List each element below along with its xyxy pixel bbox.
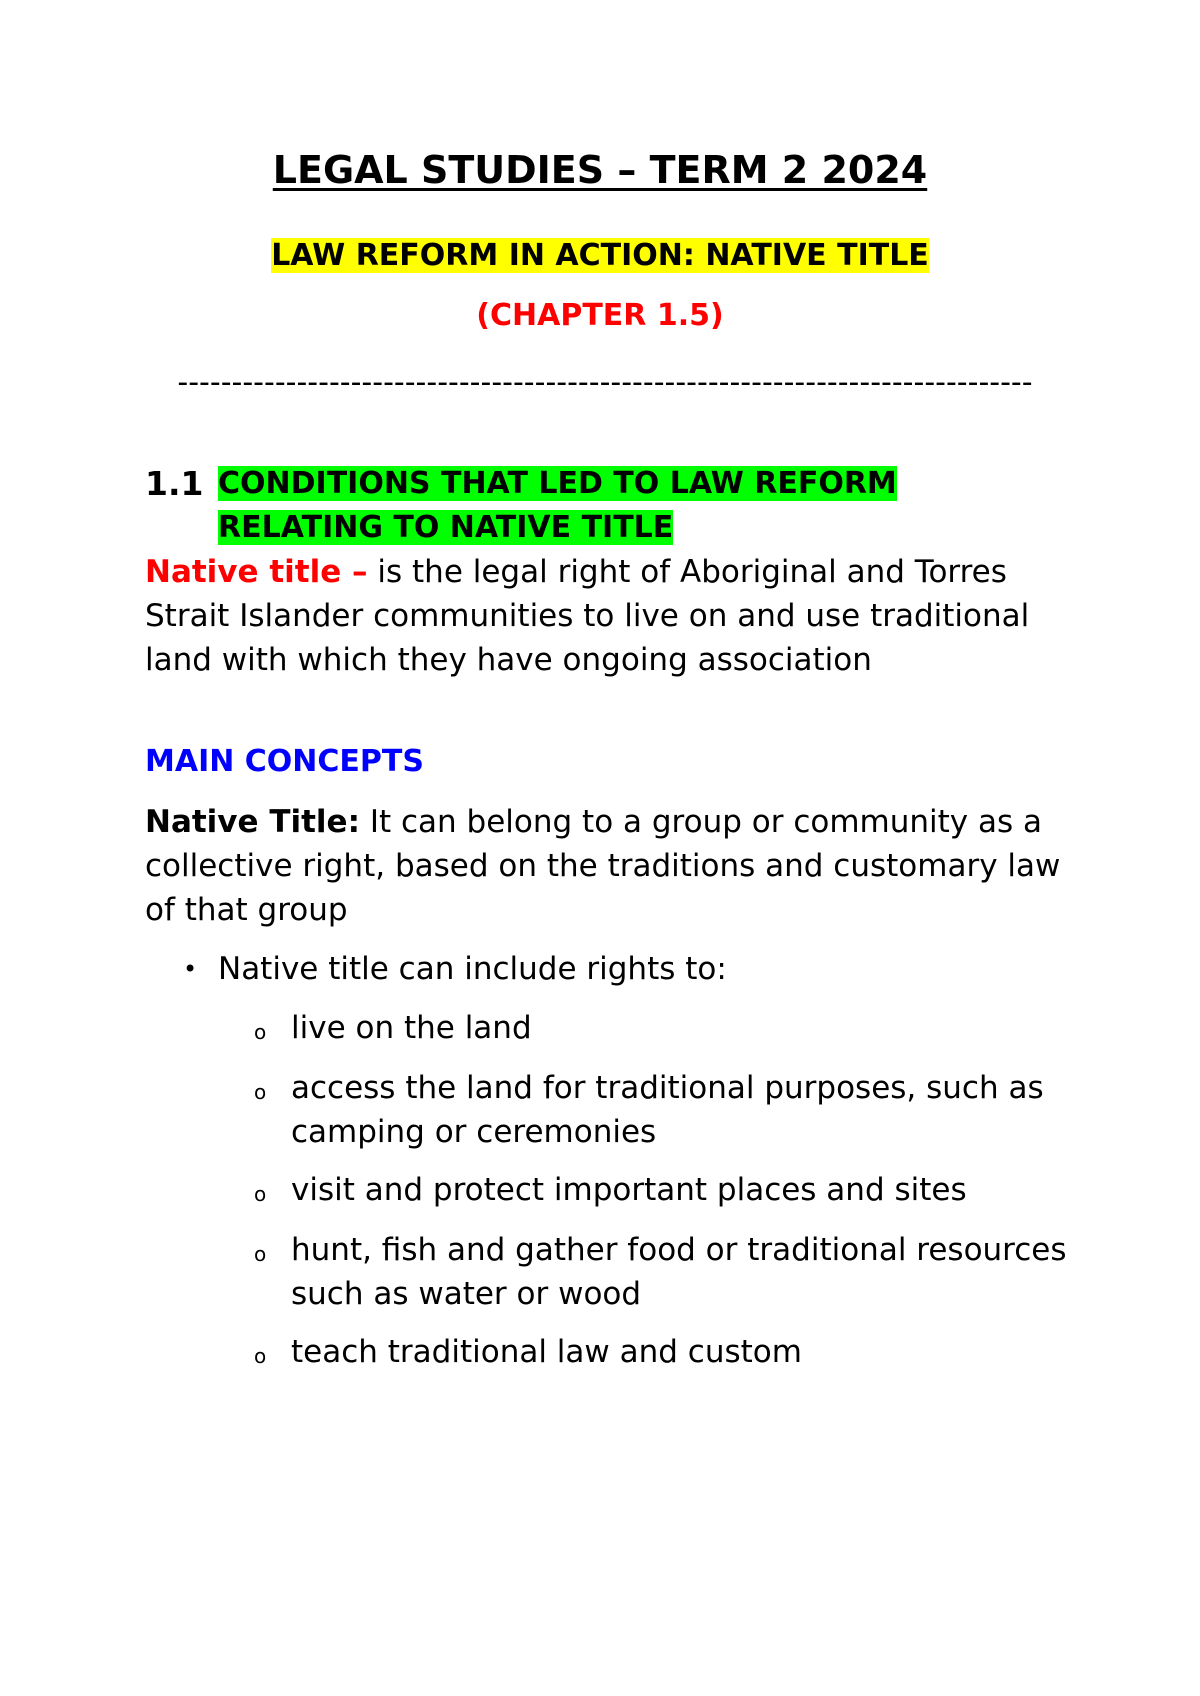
definition-term: Native title – — [145, 554, 368, 590]
bullet-text: Native title can include rights to: — [218, 951, 727, 987]
sub-marker: o — [254, 1242, 267, 1266]
main-concepts-heading: MAIN CONCEPTS — [145, 744, 424, 779]
section-heading-text: CONDITIONS THAT LED TO LAW REFORM RELATING TO NATIVE TITLE — [218, 466, 897, 545]
subtitle-line — [0, 236, 1200, 276]
concept-text: It can belong to a group or community as a collective right, based on the traditions and customary law of that group — [145, 804, 1061, 928]
sub-marker: o — [254, 1020, 267, 1044]
sub-marker: o — [254, 1182, 267, 1206]
subtitle: LAW REFORM IN ACTION: NATIVE TITLE — [271, 238, 929, 273]
concept-paragraph — [145, 800, 1075, 932]
concept-term: Native Title: — [145, 804, 360, 840]
sub-list-text: visit and protect important places and sites — [291, 1172, 967, 1208]
bullet-marker: • — [183, 955, 198, 983]
chapter-label: (CHAPTER 1.5) — [476, 298, 724, 333]
dashed-divider: ------------------------------------------------------------------------------- — [177, 365, 1033, 400]
document-title: LEGAL STUDIES – TERM 2 2024 — [272, 148, 928, 192]
sub-list-text: live on the land — [291, 1010, 532, 1046]
definition-text: is the legal right of Aboriginal and Torres Strait Islander communities to live on and use traditional land with which they have ongoing association — [145, 554, 1030, 678]
definition-paragraph — [145, 550, 1075, 682]
sub-marker: o — [254, 1344, 267, 1368]
sub-list-text: teach traditional law and custom — [291, 1334, 802, 1370]
sub-list-text: access the land for traditional purposes, such as camping or ceremonies — [291, 1070, 1044, 1150]
sub-marker: o — [254, 1080, 267, 1104]
section-number: 1.1 — [145, 464, 204, 503]
section-heading-text-wrap — [218, 462, 1018, 550]
sub-list-text: hunt, fish and gather food or traditional resources such as water or wood — [291, 1232, 1067, 1312]
